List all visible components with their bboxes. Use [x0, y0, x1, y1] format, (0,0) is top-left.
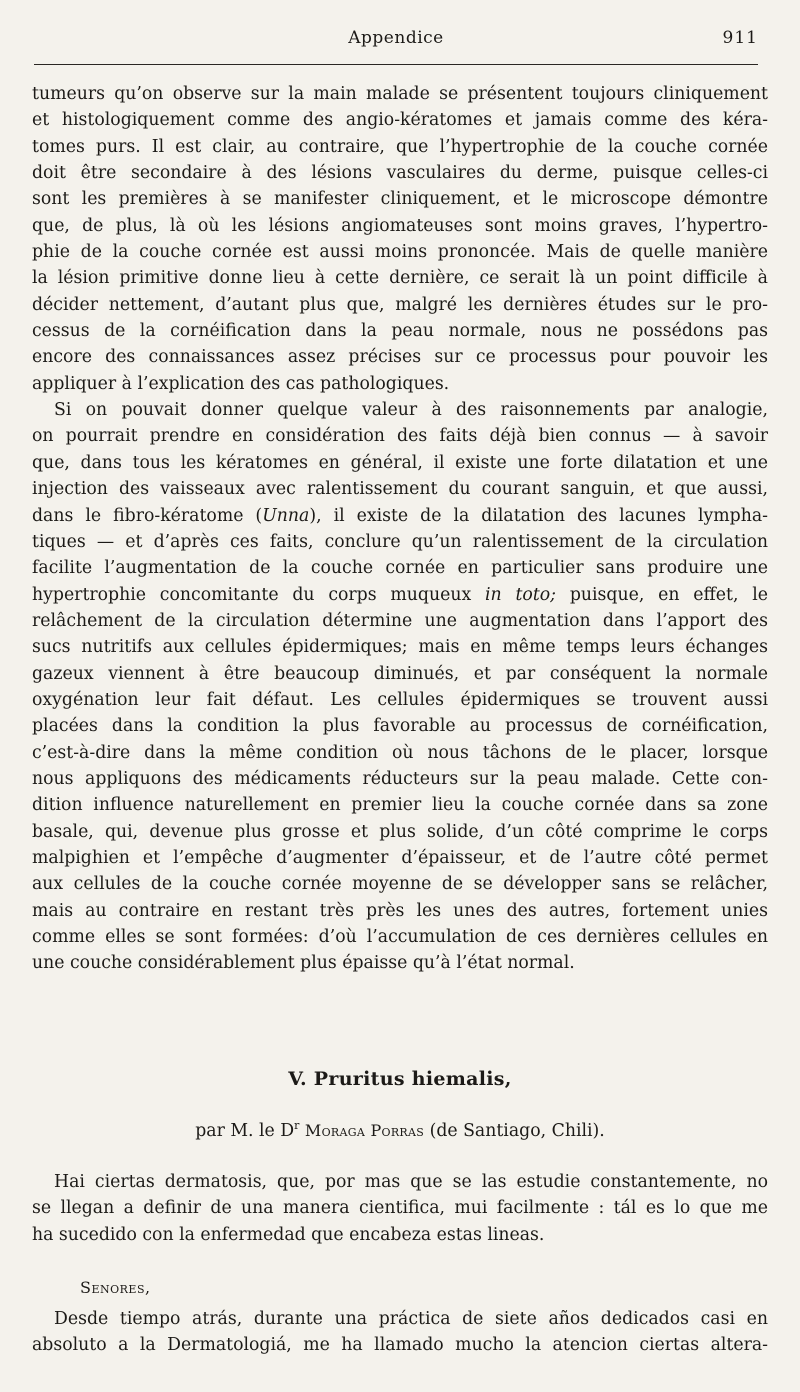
text-run: dans le fibro-kératome (	[32, 505, 263, 526]
french-body	[32, 81, 768, 977]
text-run: ), il existe de la dilatation des lacunes lympha-	[309, 505, 768, 526]
italic-phrase: in toto;	[485, 584, 557, 605]
text-line: tomes purs. Il est clair, au contraire, que l’hypertrophie de la couche cornée	[32, 136, 768, 157]
byline-author: Moraga Porras	[304, 1120, 425, 1140]
text-line: absoluto a la Dermatologiá, me ha llamado mucho la atencion ciertas altera-	[32, 1335, 768, 1356]
byline-prefix: par M. le D	[195, 1120, 295, 1141]
text-line: facilite l’augmentation de la couche cornée en particulier sans produire une	[32, 558, 768, 579]
text-line: dition influence naturellement en premier lieu la couche cornée dans sa zone	[32, 795, 768, 816]
text-line: une couche considérablement plus épaisse qu’à l’état normal.	[32, 953, 575, 974]
paragraph-1	[32, 81, 768, 397]
text-line: on pourrait prendre en considération des faits déjà bien connus — à savoir	[32, 426, 768, 447]
text-line: sucs nutritifs aux cellules épidermiques; mais en même temps leurs échanges	[32, 637, 768, 658]
text-line: sont les premières à se manifester cliniquement, et le microscope démontre	[32, 189, 768, 210]
text-line: Si on pouvait donner quelque valeur à des raisonnements par analogie,	[54, 400, 768, 421]
text-line: comme elles se sont formées: d’où l’accumulation de ces dernières cellules en	[32, 927, 768, 947]
text-line: relâchement de la circulation détermine une augmentation dans l’apport des	[32, 610, 768, 631]
text-line: malpighien et l’empêche d’augmenter d’épaisseur, et de l’autre côté permet	[32, 847, 768, 868]
page-number: 911	[722, 28, 758, 48]
text-line: placées dans la condition la plus favorable au processus de cornéification,	[32, 716, 768, 737]
byline-superscript: r	[294, 1119, 300, 1132]
text-line: et histologiquement comme des angio-kératomes et jamais comme des kéra-	[32, 110, 768, 131]
text-line: que, de plus, là où les lésions angiomateuses sont moins graves, l’hypertro-	[32, 215, 768, 236]
text-line: phie de la couche cornée est aussi moins prononcée. Mais de quelle manière	[32, 242, 768, 263]
section-title: V. Pruritus hiemalis,	[288, 1068, 512, 1090]
text-run: puisque, en effet, le	[556, 584, 768, 605]
text-line: basale, qui, devenue plus grosse et plus solide, d’un côté comprime le corps	[32, 821, 768, 842]
text-line: cessus de la cornéification dans la peau normale, nous ne possédons pas	[32, 321, 768, 342]
text-line: Hai ciertas dermatosis, que, por mas que se las estudie constantemente, no	[54, 1172, 768, 1192]
byline-suffix: (de Santiago, Chili).	[424, 1120, 605, 1141]
text-line: gazeux viennent à être beaucoup diminués, et par conséquent la normale	[32, 663, 768, 684]
text-line: injection des vaisseaux avec ralentissement du courant sanguin, et que aussi,	[32, 479, 768, 500]
text-line: tiques — et d’après ces faits, conclure qu’un ralentissement de la circulation	[32, 531, 768, 552]
paragraph-2	[32, 397, 768, 502]
section-byline	[0, 1119, 800, 1141]
paragraph-2-line-unna	[32, 503, 768, 529]
salutation: Senores,	[80, 1278, 151, 1297]
text-line: c’est-à-dire dans la même condition où nous tâchons de le placer, lorsque	[32, 742, 768, 763]
text-line: la lésion primitive donne lieu à cette dernière, ce serait là un point difficile à	[32, 268, 768, 289]
text-line: Desde tiempo atrás, durante una práctica de siete años dedicados casi en	[54, 1309, 768, 1329]
text-line: doit être secondaire à des lésions vasculaires du derme, puisque celles-ci	[32, 163, 768, 184]
paragraph-2-continued	[32, 529, 768, 582]
text-line: oxygénation leur fait défaut. Les cellules épidermiques se trouvent aussi	[32, 689, 768, 710]
spanish-intro	[32, 1169, 768, 1248]
text-line: mais au contraire en restant très près les unes des autres, fortement unies	[32, 900, 768, 921]
text-line: nous appliquons des médicaments réducteurs sur la peau malade. Cette con-	[32, 768, 768, 789]
text-line: aux cellules de la couche cornée moyenne de se développer sans se relâcher,	[32, 874, 768, 895]
text-line: encore des connaissances assez précises sur ce processus pour pouvoir les	[32, 347, 768, 368]
text-line: appliquer à l’explication des cas pathologiques.	[32, 373, 450, 394]
text-line: ha sucedido con la enfermedad que encabeza estas lineas.	[32, 1224, 545, 1245]
paragraph-4	[32, 1306, 768, 1359]
text-line: que, dans tous les kératomes en général, il existe une forte dilatation et une	[32, 452, 768, 473]
italic-author: Unna	[262, 505, 310, 526]
text-line: se llegan a definir de una manera cientifica, mui facilmente : tál es lo que me	[32, 1198, 768, 1219]
spanish-body	[32, 1306, 768, 1359]
header-rule	[34, 64, 758, 65]
text-run: hypertrophie concomitante du corps muqueux	[32, 584, 486, 605]
paragraph-3	[32, 1169, 768, 1248]
text-line: tumeurs qu’on observe sur la main malade se présentent toujours cliniquement	[32, 84, 768, 104]
paragraph-2-line-in-toto	[32, 582, 768, 608]
running-head	[34, 28, 758, 56]
paragraph-2-end	[32, 608, 768, 977]
text-line: décider nettement, d’autant plus que, malgré les dernières études sur le pro-	[32, 294, 768, 315]
running-head-title: Appendice	[348, 28, 444, 48]
